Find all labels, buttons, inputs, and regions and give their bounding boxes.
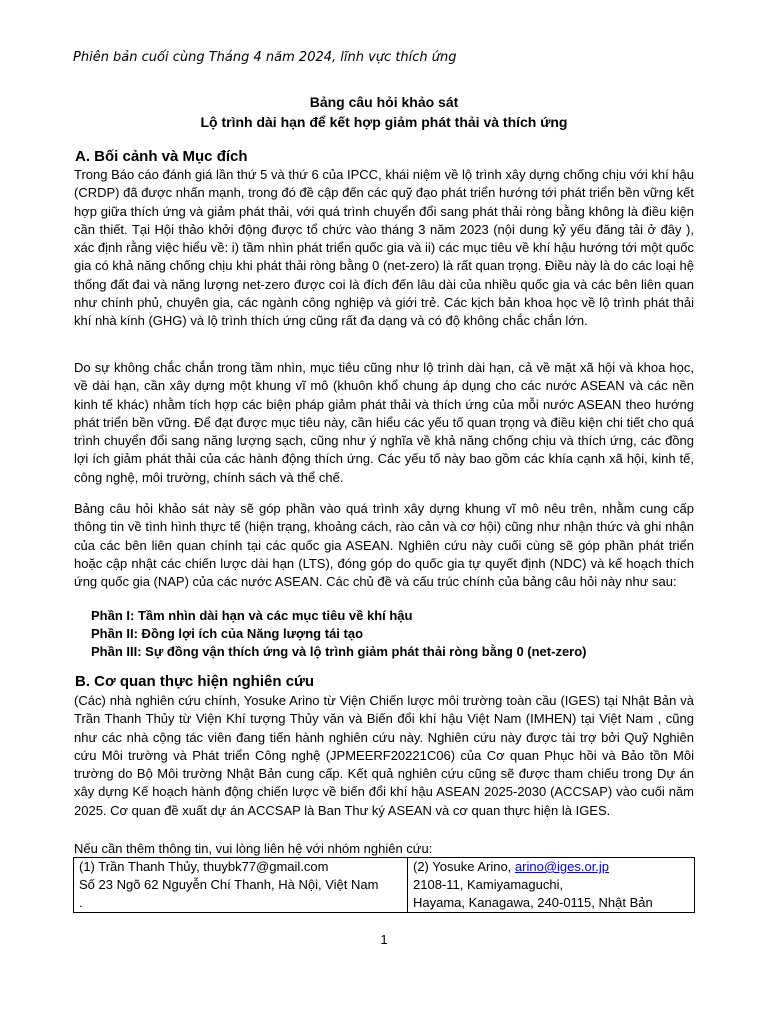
- contact-1-address: Số 23 Ngõ 62 Nguyễn Chí Thanh, Hà Nội, Việt Nam: [79, 877, 379, 892]
- document-title-line1: Bảng câu hỏi khảo sát: [309, 94, 459, 110]
- section-a-heading: A. Bối cảnh và Mục đích: [75, 148, 248, 165]
- contact-2-address: 2108-11, Kamiyamaguchi,: [413, 877, 564, 892]
- section-a-paragraph-2: Do sự không chắc chắn trong tầm nhìn, mục tiêu cũng như lộ trình dài hạn, cả về mặt xã hội và khoa học, về dài hạn, cần xây dựng một khung vĩ mô (khuôn khổ chung áp dụng cho các nước ASEAN và các nền kinh tế khác) nhằm tích hợp các biện pháp giảm phát thải và thích ứng của mỗi nước ASEAN theo hướng phát triển bền vững. Để đạt được mục tiêu này, cần hiểu các yếu tố quan trọng và điều kiện chi tiết cho quá trình chuyển đổi sang năng lượng sạch, cũng như ý nghĩa về khả năng chống chịu và thích ứng, các đồng lợi ích giảm phát thải của các hành động thích ứng. Các yếu tố này bao gồm các khía cạnh xã hội, kinh tế, công nghệ, môi trường, chính sách và thể chế.: [74, 360, 694, 485]
- document-version-note: Phiên bản cuối cùng Tháng 4 năm 2024, lĩnh vực thích ứng: [73, 50, 457, 65]
- contact-1-address-cont: .: [79, 895, 83, 910]
- contact-intro: Nếu cần thêm thông tin, vui lòng liên hệ với nhóm nghiên cứu:: [74, 841, 433, 856]
- contact-2-name: (2) Yosuke Arino,: [413, 859, 515, 874]
- contact-cell-2: [408, 858, 695, 913]
- section-b-paragraph-1: (Các) nhà nghiên cứu chính, Yosuke Arino từ Viện Chiến lược môi trường toàn cầu (IGES) tại Nhật Bản và Trần Thanh Thủy từ Viện Khí tượng Thủy văn và Biến đổi khí hậu Việt Nam (IMHEN) tại Việt Nam , cũng như các nhà cộng tác viên đang tiến hành nghiên cứu này. Nghiên cứu này được tài trợ bởi Quỹ Nghiên cứu Môi trường và Phát triển Công nghệ (JPMEERF20221C06) của Cơ quan Phục hồi và Bảo tồn Môi trường do Bộ Môi trường Nhật Bản cung cấp. Kết quả nghiên cứu cũng sẽ được tham chiếu trong Dự án xây dựng Kế hoạch hành động chiến lược về biến đổi khí hậu ASEAN 2025-2030 (ACCSAP) vào cuối năm 2025. Cơ quan đề xuất dự án ACCSAP là Ban Thư ký ASEAN và cơ quan thực hiện là IGES.: [74, 693, 694, 818]
- part-2-item: Phần II: Đồng lợi ích của Năng lượng tái tạo: [91, 626, 364, 641]
- contact-cell-1: [74, 858, 408, 913]
- section-a-paragraph-1: Trong Báo cáo đánh giá lần thứ 5 và thứ 6 của IPCC, khái niệm về lộ trình xây dựng chống chịu với khí hậu (CRDP) đã được nhấn mạnh, trong đó đề cập đến các quỹ đạo phát triển hướng tới phát triển bền vững kết hợp giữa thích ứng và giảm phát thải, với quá trình chuyển đổi sang phát thải ròng bằng không là điều kiện cần thiết. Tại Hội thảo khởi động được tổ chức vào tháng 3 năm 2023 (nội dung kỷ yếu đăng tải ở đây ), xác định rằng việc hiểu về: i) tầm nhìn phát triển quốc gia và ii) các mục tiêu về khí hậu hướng tới một quốc gia có khả năng chống chịu khi phát thải ròng bằng 0 (net-zero) là rất quan trọng. Điều này là do các loại hệ thống đất đai và năng lượng net-zero được coi là đích đến lâu dài của nhiều quốc gia và các bên liên quan như chính phủ, chuyên gia, các ngành công nghiệp và giới trẻ. Các kịch bản khoa học về lộ trình phát thải khí nhà kính (GHG) và lộ trình thích ứng cũng rất đa dạng và có độ không chắc chắn lớn.: [74, 167, 694, 329]
- section-a-paragraph-3: Bảng câu hỏi khảo sát này sẽ góp phần vào quá trình xây dựng khung vĩ mô nêu trên, nhằm cung cấp thông tin về tình hình thực tế (hiện trạng, khoảng cách, rào cản và cơ hội) cũng như nhận thức và ghi nhận của các bên liên quan chính tại các quốc gia ASEAN. Nghiên cứu này cuối cùng sẽ góp phần phát triển hoặc cập nhật các chiến lược dài hạn (LTS), đóng góp do quốc gia tự quyết định (NDC) và kế hoạch thích ứng quốc gia (NAP) của các nước ASEAN. Các chủ đề và cấu trúc chính của bảng câu hỏi này như sau:: [74, 501, 694, 590]
- contact-1-name-email: (1) Trần Thanh Thủy, thuybk77@gmail.com: [79, 859, 329, 874]
- contact-table: [73, 857, 695, 913]
- part-1-item: Phần I: Tầm nhìn dài hạn và các mục tiêu về khí hậu: [91, 608, 413, 623]
- page-number: 1: [380, 932, 388, 947]
- section-b-heading: B. Cơ quan thực hiện nghiên cứu: [75, 673, 315, 690]
- contact-2-email-link[interactable]: arino@iges.or.jp: [514, 859, 610, 874]
- document-title-line2: Lộ trình dài hạn để kết hợp giảm phát thải và thích ứng: [200, 114, 568, 130]
- contact-2-name-line: [413, 858, 689, 876]
- part-3-item: Phần III: Sự đồng vận thích ứng và lộ trình giảm phát thải ròng bằng 0 (net-zero): [91, 644, 587, 659]
- contact-2-address-cont: Hayama, Kanagawa, 240-0115, Nhật Bản: [413, 895, 653, 910]
